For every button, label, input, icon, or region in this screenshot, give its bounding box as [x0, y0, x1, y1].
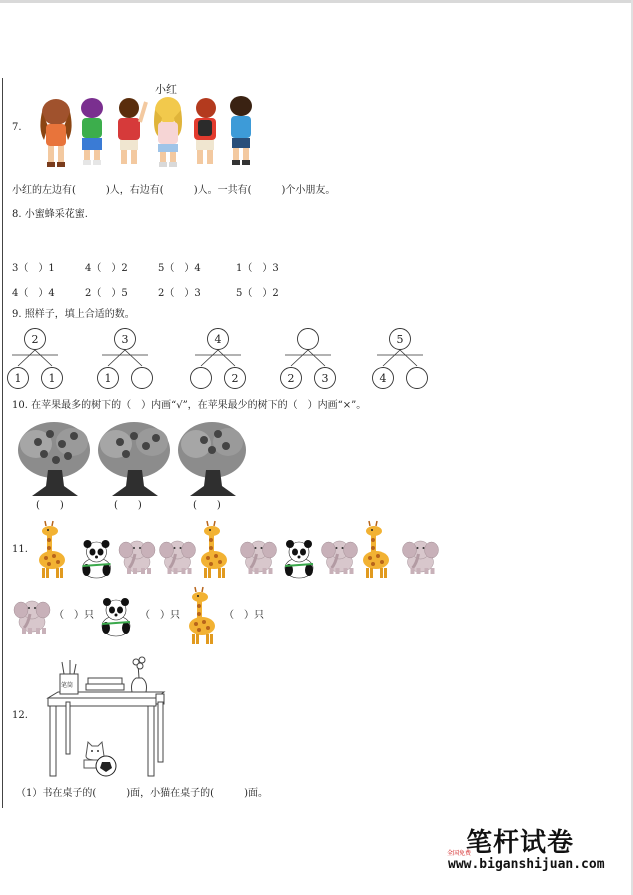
- number-bond-1: [8, 329, 63, 389]
- giraffe-icon: [189, 587, 215, 644]
- elephant-icon: [403, 541, 439, 574]
- giraffe-icon: [39, 521, 65, 578]
- number-bond-trees: [0, 326, 450, 391]
- bond-number-right: 1: [48, 372, 56, 385]
- bond-circle-left: [191, 368, 212, 389]
- giraffe-icon: [186, 588, 218, 644]
- q11-number: 11.: [12, 544, 28, 555]
- logo-tag: 全国免费: [447, 850, 472, 857]
- child-2: [81, 98, 103, 165]
- giraffe-icon: [201, 521, 227, 578]
- bond-circle-right: [407, 368, 428, 389]
- bond-number-left: 2: [287, 372, 295, 385]
- desk-scene: [46, 656, 166, 780]
- bond-number-top: 5: [396, 333, 404, 346]
- apple-tree-1: [18, 422, 90, 496]
- number-bond-5: [373, 329, 428, 389]
- bond-number-left: 1: [104, 372, 112, 385]
- bond-number-top: 4: [214, 333, 222, 346]
- logo-title: 笔杆试卷: [466, 828, 575, 858]
- apple-tree-3: [178, 422, 246, 496]
- number-bond-3: [191, 329, 246, 389]
- q9-title: 9. 照样子，填上合适的数。: [12, 309, 135, 320]
- logo-url: www.biganshijuan.com: [448, 857, 605, 872]
- q11-answer-giraffe: （ ）只: [224, 610, 264, 621]
- q12-number: 12.: [12, 710, 28, 721]
- q8-row1-item: 4（ ）2: [85, 263, 128, 274]
- q7-sentence: 小红的左边有( )人，右边有( )人。一共有( )个小朋友。: [12, 185, 336, 196]
- q8-row2-item: 4（ ）4: [12, 288, 55, 299]
- margin-line: [2, 78, 3, 808]
- children-illustration: [34, 96, 264, 176]
- bond-circle-right: [132, 368, 153, 389]
- child-4-xiaohong: [154, 97, 182, 167]
- bond-circle-top: [298, 329, 319, 350]
- panda-icon: [285, 540, 313, 578]
- q8-row1-item: 3（ ）1: [12, 263, 55, 274]
- q10-blank[interactable]: ( ): [193, 500, 221, 511]
- q8-title: 8. 小蜜蜂采花蜜.: [12, 209, 88, 220]
- bond-number-right: 3: [321, 372, 329, 385]
- q8-row2-item: 2（ ）3: [158, 288, 201, 299]
- number-bond-4: [281, 329, 336, 389]
- q8-row2-item: 5（ ）2: [236, 288, 279, 299]
- q10-blank[interactable]: ( ): [114, 500, 142, 511]
- animal-sequence: [36, 520, 446, 580]
- pen-holder-label: 笔筒: [61, 682, 74, 689]
- bond-number-top: 2: [31, 333, 39, 346]
- q8-row1-item: 5（ ）4: [158, 263, 201, 274]
- child-6: [230, 96, 252, 165]
- q11-answer-panda: （ ）只: [140, 610, 180, 621]
- elephant-icon: [322, 541, 358, 574]
- q10-title: 10. 在苹果最多的树下的（ ）内画“√”，在苹果最少的树下的（ ）内画“×”。: [12, 400, 367, 411]
- bond-number-left: 1: [14, 372, 22, 385]
- bond-number-left: 4: [379, 372, 387, 385]
- panda-icon: [100, 598, 134, 636]
- elephant-icon: [241, 541, 277, 574]
- bond-number-right: 2: [231, 372, 239, 385]
- panda-icon: [83, 540, 111, 578]
- child-5: [194, 98, 216, 164]
- bond-number-top: 3: [121, 333, 129, 346]
- q8-row2-item: 2（ ）5: [85, 288, 128, 299]
- q10-blank[interactable]: ( ): [36, 500, 64, 511]
- child-3: [118, 98, 146, 164]
- q11-answer-elephant: （ ）只: [54, 610, 94, 621]
- elephant-icon: [14, 598, 50, 636]
- elephant-icon: [160, 541, 196, 574]
- q7-number: 7.: [12, 122, 22, 133]
- number-bond-2: [98, 329, 153, 389]
- apple-trees: [16, 420, 246, 498]
- q8-row1-item: 1（ ）3: [236, 263, 279, 274]
- page-top-border: [0, 0, 633, 3]
- elephant-icon: [14, 601, 50, 634]
- giraffe-icon: [363, 521, 389, 578]
- panda-icon: [102, 598, 130, 636]
- apple-tree-2: [98, 422, 170, 496]
- elephant-icon: [119, 541, 155, 574]
- q12-sentence: （1）书在桌子的( )面，小猫在桌子的( )面。: [16, 788, 268, 799]
- child-1: [40, 99, 71, 167]
- q7-name-label: 小红: [155, 83, 177, 96]
